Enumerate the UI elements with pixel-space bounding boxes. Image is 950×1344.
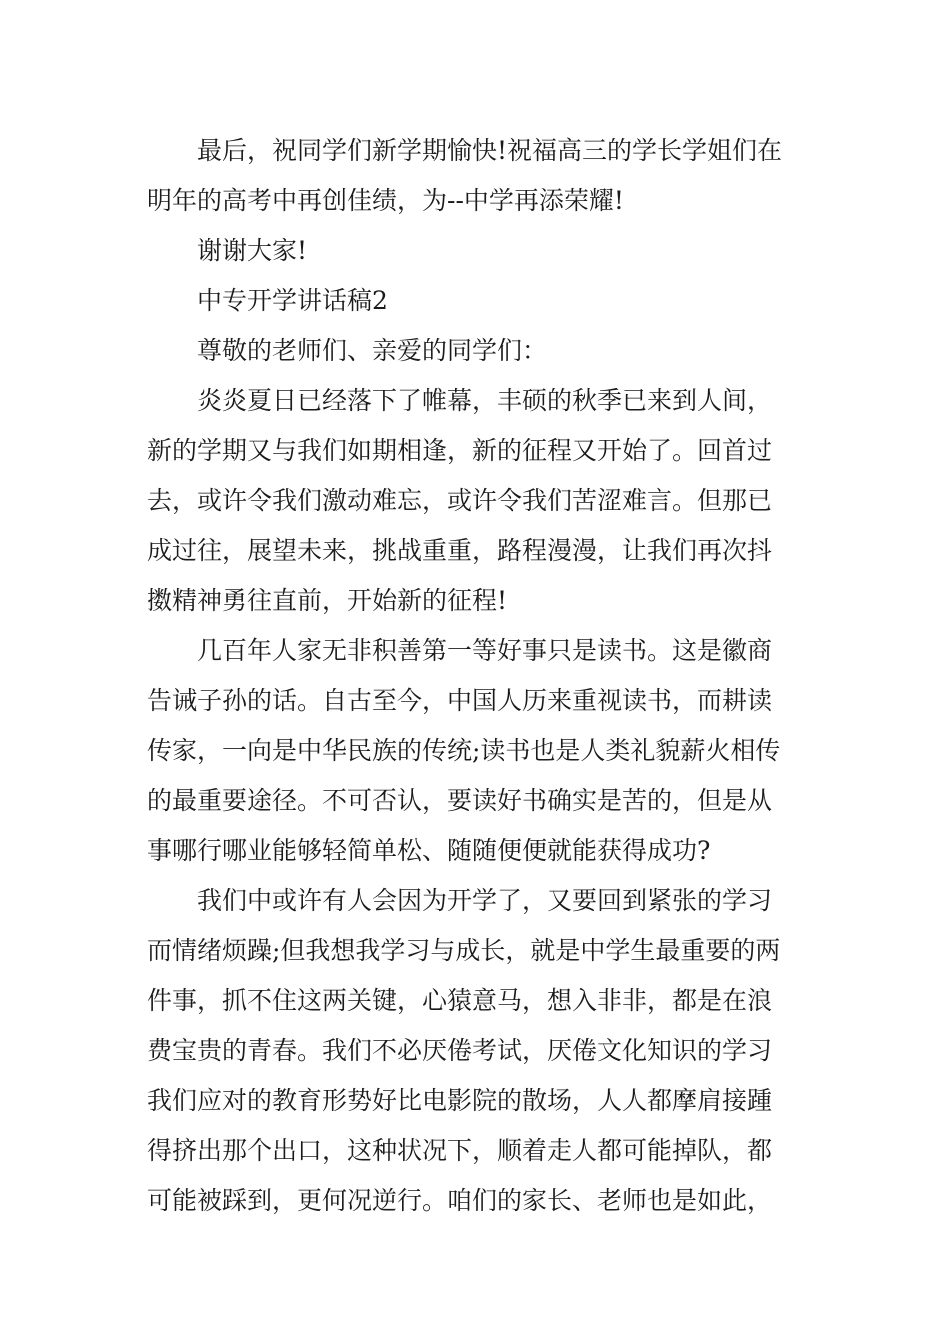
text-line: 的最重要途径。不可否认，要读好书确实是苦的，但是从 <box>147 786 773 815</box>
text-line: 我们应对的教育形势好比电影院的散场，人人都摩肩接踵 <box>147 1086 773 1115</box>
text-line: 去，或许令我们激动难忘，或许令我们苦涩难言。但那已 <box>147 486 773 515</box>
text-line: 费宝贵的青春。我们不必厌倦考试，厌倦文化知识的学习 <box>147 1036 773 1065</box>
text-line: 得挤出那个出口，这种状况下，顺着走人都可能掉队，都 <box>147 1136 773 1165</box>
text-line: 明年的高考中再创佳绩，为--中学再添荣耀! <box>147 186 624 215</box>
text-line: 件事，抓不住这两关键，心猿意马，想入非非，都是在浪 <box>147 986 773 1015</box>
section-heading: 中专开学讲话稿2 <box>197 286 388 315</box>
text-line: 事哪行哪业能够轻简单松、随随便便就能获得成功? <box>147 836 711 865</box>
text-line: 几百年人家无非积善第一等好事只是读书。这是徽商 <box>197 636 773 665</box>
document-body <box>147 126 809 1226</box>
text-line: 成过往，展望未来，挑战重重，路程漫漫，让我们再次抖 <box>147 536 773 565</box>
text-line: 最后，祝同学们新学期愉快!祝福高三的学长学姐们在 <box>197 136 783 165</box>
text-line: 可能被踩到，更何况逆行。咱们的家长、老师也是如此， <box>147 1186 773 1215</box>
text-line: 新的学期又与我们如期相逢，新的征程又开始了。回首过 <box>147 436 773 465</box>
text-line: 炎炎夏日已经落下了帷幕，丰硕的秋季已来到人间， <box>197 386 773 415</box>
text-line: 而情绪烦躁;但我想我学习与成长，就是中学生最重要的两 <box>147 936 781 965</box>
text-line: 告诫子孙的话。自古至今，中国人历来重视读书，而耕读 <box>147 686 773 715</box>
text-line: 传家，一向是中华民族的传统;读书也是人类礼貌薪火相传 <box>147 736 781 765</box>
text-line: 擞精神勇往直前，开始新的征程! <box>147 586 508 615</box>
text-line: 谢谢大家! <box>197 236 308 265</box>
text-line: 我们中或许有人会因为开学了，又要回到紧张的学习 <box>197 886 773 915</box>
salutation: 尊敬的老师们、亲爱的同学们： <box>197 336 548 365</box>
